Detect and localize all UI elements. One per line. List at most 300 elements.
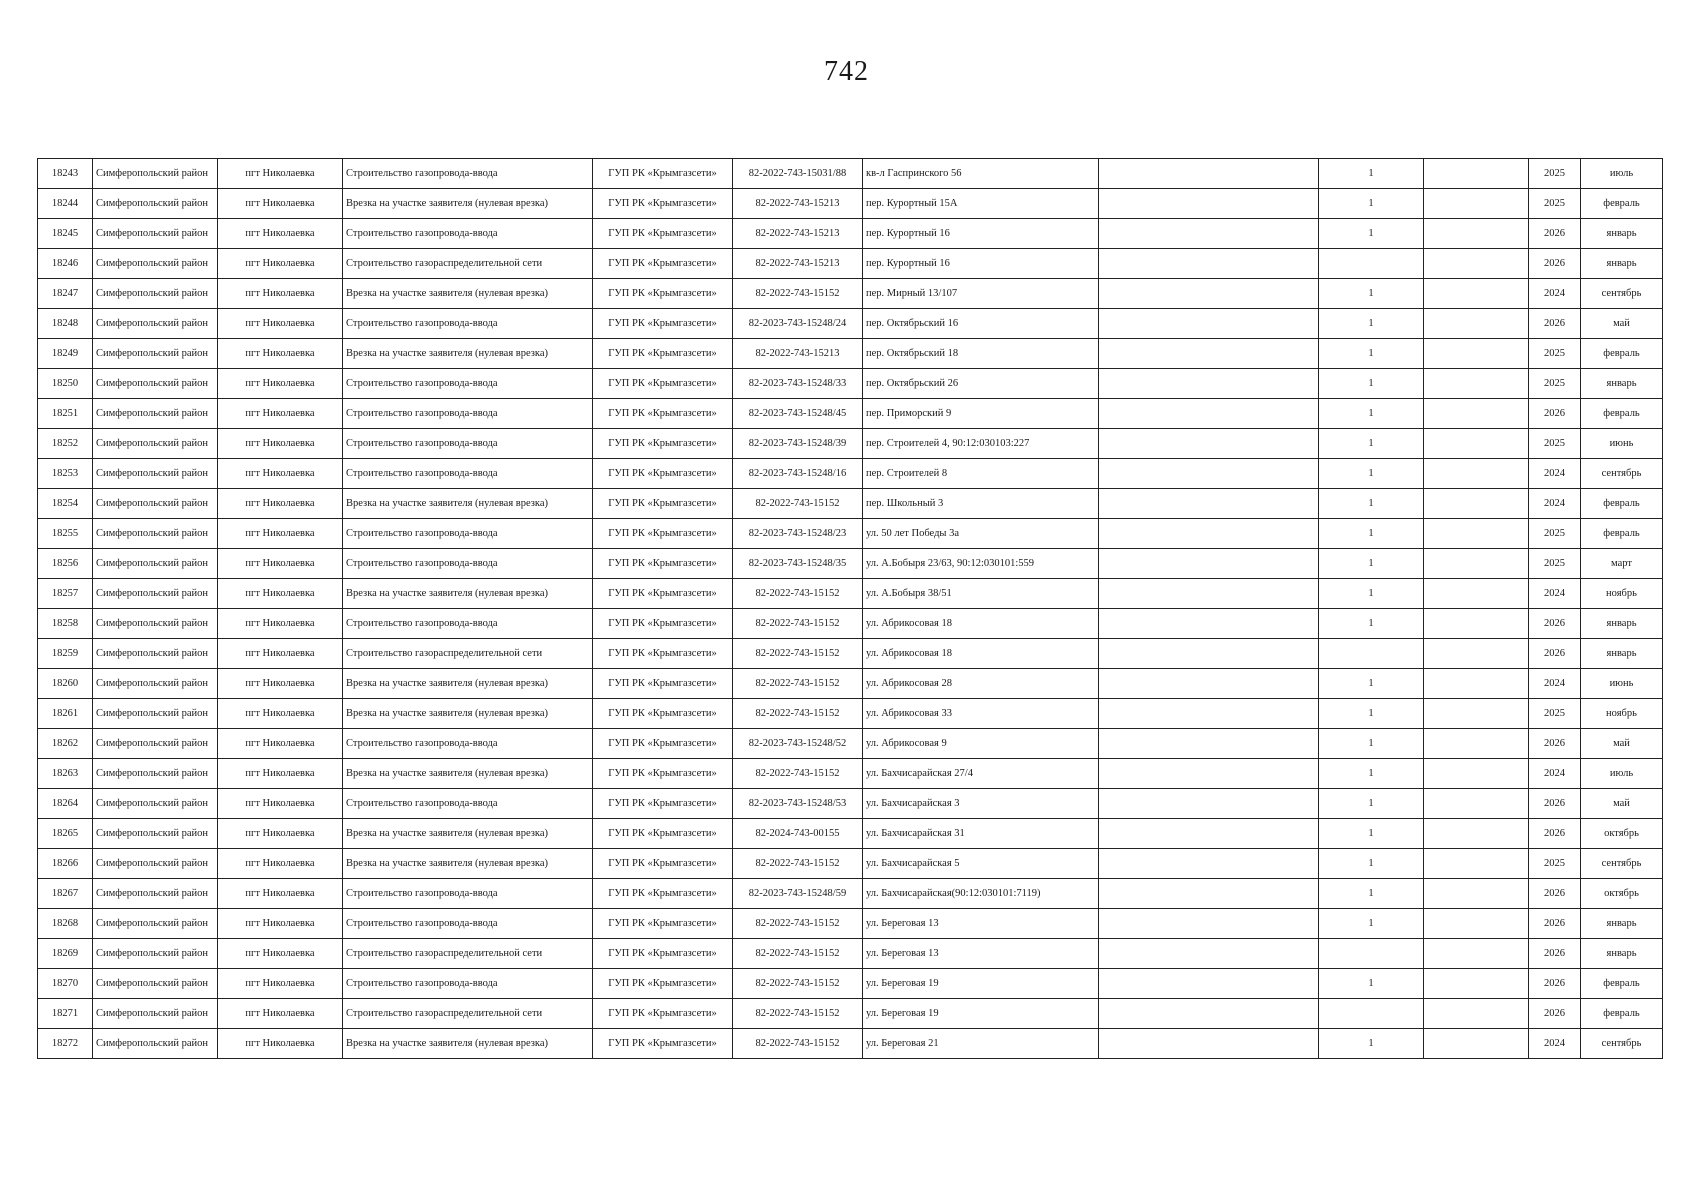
quantity-cell: 1 bbox=[1319, 459, 1424, 489]
row-number: 18249 bbox=[38, 339, 93, 369]
table-row bbox=[38, 879, 1663, 909]
quantity-cell: 1 bbox=[1319, 309, 1424, 339]
year-cell: 2024 bbox=[1529, 489, 1581, 519]
empty-cell bbox=[1099, 849, 1319, 879]
address-cell: пер. Приморский 9 bbox=[863, 399, 1099, 429]
month-cell: март bbox=[1581, 549, 1663, 579]
address-cell: пер. Курортный 15А bbox=[863, 189, 1099, 219]
empty-cell bbox=[1099, 969, 1319, 999]
district-cell: Симферопольский район bbox=[93, 969, 218, 999]
district-cell: Симферопольский район bbox=[93, 579, 218, 609]
work-type-cell: Строительство газопровода-ввода bbox=[343, 519, 593, 549]
contract-code-cell: 82-2023-743-15248/45 bbox=[733, 399, 863, 429]
contract-code-cell: 82-2022-743-15213 bbox=[733, 249, 863, 279]
work-type-cell: Строительство газопровода-ввода bbox=[343, 309, 593, 339]
empty-cell bbox=[1099, 879, 1319, 909]
empty-cell bbox=[1424, 609, 1529, 639]
contract-code-cell: 82-2023-743-15248/33 bbox=[733, 369, 863, 399]
contract-code-cell: 82-2023-743-15248/39 bbox=[733, 429, 863, 459]
year-cell: 2024 bbox=[1529, 759, 1581, 789]
work-type-cell: Строительство газораспределительной сети bbox=[343, 249, 593, 279]
contract-code-cell: 82-2022-743-15152 bbox=[733, 999, 863, 1029]
work-type-cell: Строительство газопровода-ввода bbox=[343, 399, 593, 429]
contract-code-cell: 82-2023-743-15248/24 bbox=[733, 309, 863, 339]
row-number: 18253 bbox=[38, 459, 93, 489]
district-cell: Симферопольский район bbox=[93, 159, 218, 189]
row-number: 18268 bbox=[38, 909, 93, 939]
row-number: 18255 bbox=[38, 519, 93, 549]
contract-code-cell: 82-2022-743-15152 bbox=[733, 939, 863, 969]
district-cell: Симферопольский район bbox=[93, 879, 218, 909]
empty-cell bbox=[1424, 639, 1529, 669]
settlement-cell: пгт Николаевка bbox=[218, 279, 343, 309]
year-cell: 2024 bbox=[1529, 279, 1581, 309]
year-cell: 2025 bbox=[1529, 699, 1581, 729]
district-cell: Симферопольский район bbox=[93, 729, 218, 759]
registry-body bbox=[38, 159, 1663, 1059]
empty-cell bbox=[1424, 429, 1529, 459]
address-cell: ул. Абрикосовая 28 bbox=[863, 669, 1099, 699]
work-type-cell: Строительство газораспределительной сети bbox=[343, 639, 593, 669]
contract-code-cell: 82-2023-743-15248/52 bbox=[733, 729, 863, 759]
contract-code-cell: 82-2023-743-15248/59 bbox=[733, 879, 863, 909]
year-cell: 2024 bbox=[1529, 459, 1581, 489]
empty-cell bbox=[1099, 819, 1319, 849]
empty-cell bbox=[1424, 969, 1529, 999]
month-cell: февраль bbox=[1581, 399, 1663, 429]
empty-cell bbox=[1099, 309, 1319, 339]
contract-code-cell: 82-2023-743-15248/35 bbox=[733, 549, 863, 579]
work-type-cell: Строительство газораспределительной сети bbox=[343, 939, 593, 969]
settlement-cell: пгт Николаевка bbox=[218, 819, 343, 849]
empty-cell bbox=[1099, 459, 1319, 489]
table-row bbox=[38, 459, 1663, 489]
row-number: 18258 bbox=[38, 609, 93, 639]
empty-cell bbox=[1099, 549, 1319, 579]
address-cell: ул. 50 лет Победы 3а bbox=[863, 519, 1099, 549]
address-cell: ул. А.Бобыря 23/63, 90:12:030101:559 bbox=[863, 549, 1099, 579]
work-type-cell: Врезка на участке заявителя (нулевая врезка) bbox=[343, 1029, 593, 1059]
empty-cell bbox=[1099, 759, 1319, 789]
district-cell: Симферопольский район bbox=[93, 909, 218, 939]
district-cell: Симферопольский район bbox=[93, 369, 218, 399]
organization-cell: ГУП РК «Крымгазсети» bbox=[593, 159, 733, 189]
empty-cell bbox=[1099, 249, 1319, 279]
contract-code-cell: 82-2022-743-15152 bbox=[733, 699, 863, 729]
settlement-cell: пгт Николаевка bbox=[218, 1029, 343, 1059]
district-cell: Симферопольский район bbox=[93, 399, 218, 429]
quantity-cell: 1 bbox=[1319, 819, 1424, 849]
district-cell: Симферопольский район bbox=[93, 279, 218, 309]
address-cell: ул. Бахчисарайская 31 bbox=[863, 819, 1099, 849]
quantity-cell: 1 bbox=[1319, 429, 1424, 459]
empty-cell bbox=[1099, 489, 1319, 519]
year-cell: 2026 bbox=[1529, 789, 1581, 819]
settlement-cell: пгт Николаевка bbox=[218, 369, 343, 399]
contract-code-cell: 82-2022-743-15152 bbox=[733, 1029, 863, 1059]
district-cell: Симферопольский район bbox=[93, 339, 218, 369]
month-cell: февраль bbox=[1581, 489, 1663, 519]
organization-cell: ГУП РК «Крымгазсети» bbox=[593, 519, 733, 549]
address-cell: кв-л Гаспринского 56 bbox=[863, 159, 1099, 189]
year-cell: 2025 bbox=[1529, 429, 1581, 459]
district-cell: Симферопольский район bbox=[93, 759, 218, 789]
row-number: 18272 bbox=[38, 1029, 93, 1059]
table-row bbox=[38, 549, 1663, 579]
month-cell: май bbox=[1581, 789, 1663, 819]
empty-cell bbox=[1099, 429, 1319, 459]
empty-cell bbox=[1424, 909, 1529, 939]
month-cell: сентябрь bbox=[1581, 279, 1663, 309]
work-type-cell: Врезка на участке заявителя (нулевая врезка) bbox=[343, 189, 593, 219]
settlement-cell: пгт Николаевка bbox=[218, 879, 343, 909]
month-cell: январь bbox=[1581, 219, 1663, 249]
empty-cell bbox=[1424, 669, 1529, 699]
address-cell: ул. Абрикосовая 18 bbox=[863, 609, 1099, 639]
row-number: 18251 bbox=[38, 399, 93, 429]
settlement-cell: пгт Николаевка bbox=[218, 459, 343, 489]
month-cell: ноябрь bbox=[1581, 699, 1663, 729]
month-cell: июль bbox=[1581, 159, 1663, 189]
district-cell: Симферопольский район bbox=[93, 639, 218, 669]
empty-cell bbox=[1424, 789, 1529, 819]
month-cell: февраль bbox=[1581, 519, 1663, 549]
empty-cell bbox=[1424, 999, 1529, 1029]
year-cell: 2026 bbox=[1529, 819, 1581, 849]
empty-cell bbox=[1424, 219, 1529, 249]
organization-cell: ГУП РК «Крымгазсети» bbox=[593, 489, 733, 519]
settlement-cell: пгт Николаевка bbox=[218, 909, 343, 939]
empty-cell bbox=[1424, 699, 1529, 729]
row-number: 18244 bbox=[38, 189, 93, 219]
work-type-cell: Врезка на участке заявителя (нулевая врезка) bbox=[343, 279, 593, 309]
table-row bbox=[38, 519, 1663, 549]
empty-cell bbox=[1424, 519, 1529, 549]
organization-cell: ГУП РК «Крымгазсети» bbox=[593, 369, 733, 399]
empty-cell bbox=[1424, 399, 1529, 429]
month-cell: январь bbox=[1581, 369, 1663, 399]
district-cell: Симферопольский район bbox=[93, 249, 218, 279]
empty-cell bbox=[1424, 459, 1529, 489]
row-number: 18259 bbox=[38, 639, 93, 669]
month-cell: январь bbox=[1581, 609, 1663, 639]
quantity-cell bbox=[1319, 249, 1424, 279]
work-type-cell: Строительство газопровода-ввода bbox=[343, 609, 593, 639]
year-cell: 2026 bbox=[1529, 249, 1581, 279]
table-row bbox=[38, 999, 1663, 1029]
empty-cell bbox=[1424, 759, 1529, 789]
month-cell: май bbox=[1581, 309, 1663, 339]
year-cell: 2024 bbox=[1529, 579, 1581, 609]
row-number: 18246 bbox=[38, 249, 93, 279]
address-cell: ул. Абрикосовая 33 bbox=[863, 699, 1099, 729]
month-cell: июль bbox=[1581, 759, 1663, 789]
quantity-cell: 1 bbox=[1319, 279, 1424, 309]
quantity-cell: 1 bbox=[1319, 789, 1424, 819]
address-cell: пер. Октябрьский 26 bbox=[863, 369, 1099, 399]
year-cell: 2026 bbox=[1529, 219, 1581, 249]
row-number: 18269 bbox=[38, 939, 93, 969]
table-row bbox=[38, 669, 1663, 699]
settlement-cell: пгт Николаевка bbox=[218, 219, 343, 249]
year-cell: 2025 bbox=[1529, 159, 1581, 189]
district-cell: Симферопольский район bbox=[93, 489, 218, 519]
organization-cell: ГУП РК «Крымгазсети» bbox=[593, 909, 733, 939]
work-type-cell: Строительство газопровода-ввода bbox=[343, 549, 593, 579]
settlement-cell: пгт Николаевка bbox=[218, 159, 343, 189]
settlement-cell: пгт Николаевка bbox=[218, 549, 343, 579]
quantity-cell: 1 bbox=[1319, 1029, 1424, 1059]
table-row bbox=[38, 369, 1663, 399]
row-number: 18263 bbox=[38, 759, 93, 789]
year-cell: 2025 bbox=[1529, 369, 1581, 399]
empty-cell bbox=[1424, 579, 1529, 609]
district-cell: Симферопольский район bbox=[93, 609, 218, 639]
row-number: 18257 bbox=[38, 579, 93, 609]
quantity-cell: 1 bbox=[1319, 879, 1424, 909]
empty-cell bbox=[1099, 369, 1319, 399]
empty-cell bbox=[1424, 729, 1529, 759]
month-cell: январь bbox=[1581, 939, 1663, 969]
settlement-cell: пгт Николаевка bbox=[218, 789, 343, 819]
organization-cell: ГУП РК «Крымгазсети» bbox=[593, 969, 733, 999]
work-type-cell: Врезка на участке заявителя (нулевая врезка) bbox=[343, 339, 593, 369]
contract-code-cell: 82-2022-743-15213 bbox=[733, 219, 863, 249]
empty-cell bbox=[1099, 999, 1319, 1029]
month-cell: февраль bbox=[1581, 339, 1663, 369]
quantity-cell: 1 bbox=[1319, 519, 1424, 549]
organization-cell: ГУП РК «Крымгазсети» bbox=[593, 309, 733, 339]
month-cell: январь bbox=[1581, 639, 1663, 669]
address-cell: пер. Мирный 13/107 bbox=[863, 279, 1099, 309]
row-number: 18252 bbox=[38, 429, 93, 459]
table-row bbox=[38, 159, 1663, 189]
address-cell: пер. Строителей 8 bbox=[863, 459, 1099, 489]
organization-cell: ГУП РК «Крымгазсети» bbox=[593, 819, 733, 849]
year-cell: 2024 bbox=[1529, 1029, 1581, 1059]
settlement-cell: пгт Николаевка bbox=[218, 489, 343, 519]
organization-cell: ГУП РК «Крымгазсети» bbox=[593, 459, 733, 489]
empty-cell bbox=[1424, 879, 1529, 909]
row-number: 18261 bbox=[38, 699, 93, 729]
empty-cell bbox=[1424, 939, 1529, 969]
district-cell: Симферопольский район bbox=[93, 309, 218, 339]
district-cell: Симферопольский район bbox=[93, 519, 218, 549]
year-cell: 2024 bbox=[1529, 669, 1581, 699]
work-type-cell: Врезка на участке заявителя (нулевая врезка) bbox=[343, 669, 593, 699]
address-cell: ул. Береговая 19 bbox=[863, 999, 1099, 1029]
address-cell: пер. Строителей 4, 90:12:030103:227 bbox=[863, 429, 1099, 459]
year-cell: 2025 bbox=[1529, 519, 1581, 549]
organization-cell: ГУП РК «Крымгазсети» bbox=[593, 879, 733, 909]
empty-cell bbox=[1099, 789, 1319, 819]
row-number: 18270 bbox=[38, 969, 93, 999]
month-cell: июнь bbox=[1581, 429, 1663, 459]
district-cell: Симферопольский район bbox=[93, 999, 218, 1029]
contract-code-cell: 82-2022-743-15152 bbox=[733, 969, 863, 999]
quantity-cell: 1 bbox=[1319, 549, 1424, 579]
row-number: 18262 bbox=[38, 729, 93, 759]
district-cell: Симферопольский район bbox=[93, 219, 218, 249]
work-type-cell: Строительство газопровода-ввода bbox=[343, 789, 593, 819]
organization-cell: ГУП РК «Крымгазсети» bbox=[593, 729, 733, 759]
address-cell: пер. Октябрьский 18 bbox=[863, 339, 1099, 369]
address-cell: ул. Абрикосовая 9 bbox=[863, 729, 1099, 759]
settlement-cell: пгт Николаевка bbox=[218, 249, 343, 279]
row-number: 18267 bbox=[38, 879, 93, 909]
row-number: 18250 bbox=[38, 369, 93, 399]
row-number: 18254 bbox=[38, 489, 93, 519]
contract-code-cell: 82-2022-743-15031/88 bbox=[733, 159, 863, 189]
work-type-cell: Врезка на участке заявителя (нулевая врезка) bbox=[343, 489, 593, 519]
row-number: 18248 bbox=[38, 309, 93, 339]
table-row bbox=[38, 819, 1663, 849]
work-type-cell: Строительство газопровода-ввода bbox=[343, 909, 593, 939]
contract-code-cell: 82-2023-743-15248/23 bbox=[733, 519, 863, 549]
month-cell: ноябрь bbox=[1581, 579, 1663, 609]
quantity-cell: 1 bbox=[1319, 969, 1424, 999]
month-cell: февраль bbox=[1581, 999, 1663, 1029]
district-cell: Симферопольский район bbox=[93, 1029, 218, 1059]
empty-cell bbox=[1424, 1029, 1529, 1059]
year-cell: 2026 bbox=[1529, 969, 1581, 999]
row-number: 18260 bbox=[38, 669, 93, 699]
work-type-cell: Врезка на участке заявителя (нулевая врезка) bbox=[343, 759, 593, 789]
organization-cell: ГУП РК «Крымгазсети» bbox=[593, 1029, 733, 1059]
registry-table bbox=[37, 158, 1663, 1059]
work-type-cell: Строительство газораспределительной сети bbox=[343, 999, 593, 1029]
year-cell: 2025 bbox=[1529, 189, 1581, 219]
address-cell: ул. Бахчисарайская 5 bbox=[863, 849, 1099, 879]
year-cell: 2026 bbox=[1529, 729, 1581, 759]
quantity-cell bbox=[1319, 939, 1424, 969]
year-cell: 2025 bbox=[1529, 849, 1581, 879]
district-cell: Симферопольский район bbox=[93, 849, 218, 879]
table-row bbox=[38, 399, 1663, 429]
district-cell: Симферопольский район bbox=[93, 549, 218, 579]
empty-cell bbox=[1099, 339, 1319, 369]
quantity-cell: 1 bbox=[1319, 729, 1424, 759]
organization-cell: ГУП РК «Крымгазсети» bbox=[593, 609, 733, 639]
work-type-cell: Врезка на участке заявителя (нулевая врезка) bbox=[343, 819, 593, 849]
contract-code-cell: 82-2023-743-15248/53 bbox=[733, 789, 863, 819]
table-row bbox=[38, 759, 1663, 789]
quantity-cell: 1 bbox=[1319, 699, 1424, 729]
contract-code-cell: 82-2023-743-15248/16 bbox=[733, 459, 863, 489]
organization-cell: ГУП РК «Крымгазсети» bbox=[593, 579, 733, 609]
address-cell: ул. Береговая 21 bbox=[863, 1029, 1099, 1059]
organization-cell: ГУП РК «Крымгазсети» bbox=[593, 759, 733, 789]
organization-cell: ГУП РК «Крымгазсети» bbox=[593, 939, 733, 969]
settlement-cell: пгт Николаевка bbox=[218, 699, 343, 729]
quantity-cell: 1 bbox=[1319, 399, 1424, 429]
settlement-cell: пгт Николаевка bbox=[218, 429, 343, 459]
quantity-cell bbox=[1319, 999, 1424, 1029]
district-cell: Симферопольский район bbox=[93, 789, 218, 819]
table-row bbox=[38, 219, 1663, 249]
work-type-cell: Строительство газопровода-ввода bbox=[343, 969, 593, 999]
work-type-cell: Врезка на участке заявителя (нулевая врезка) bbox=[343, 849, 593, 879]
district-cell: Симферопольский район bbox=[93, 939, 218, 969]
contract-code-cell: 82-2022-743-15152 bbox=[733, 909, 863, 939]
address-cell: ул. А.Бобыря 38/51 bbox=[863, 579, 1099, 609]
month-cell: октябрь bbox=[1581, 879, 1663, 909]
address-cell: пер. Курортный 16 bbox=[863, 219, 1099, 249]
empty-cell bbox=[1099, 609, 1319, 639]
year-cell: 2026 bbox=[1529, 609, 1581, 639]
organization-cell: ГУП РК «Крымгазсети» bbox=[593, 339, 733, 369]
empty-cell bbox=[1099, 189, 1319, 219]
year-cell: 2025 bbox=[1529, 339, 1581, 369]
row-number: 18256 bbox=[38, 549, 93, 579]
settlement-cell: пгт Николаевка bbox=[218, 999, 343, 1029]
quantity-cell: 1 bbox=[1319, 189, 1424, 219]
settlement-cell: пгт Николаевка bbox=[218, 639, 343, 669]
month-cell: январь bbox=[1581, 909, 1663, 939]
year-cell: 2026 bbox=[1529, 999, 1581, 1029]
organization-cell: ГУП РК «Крымгазсети» bbox=[593, 189, 733, 219]
district-cell: Симферопольский район bbox=[93, 819, 218, 849]
table-row bbox=[38, 849, 1663, 879]
empty-cell bbox=[1424, 339, 1529, 369]
contract-code-cell: 82-2022-743-15152 bbox=[733, 849, 863, 879]
settlement-cell: пгт Николаевка bbox=[218, 939, 343, 969]
empty-cell bbox=[1424, 159, 1529, 189]
contract-code-cell: 82-2022-743-15213 bbox=[733, 189, 863, 219]
contract-code-cell: 82-2022-743-15213 bbox=[733, 339, 863, 369]
district-cell: Симферопольский район bbox=[93, 699, 218, 729]
settlement-cell: пгт Николаевка bbox=[218, 189, 343, 219]
table-row bbox=[38, 279, 1663, 309]
settlement-cell: пгт Николаевка bbox=[218, 399, 343, 429]
contract-code-cell: 82-2022-743-15152 bbox=[733, 669, 863, 699]
contract-code-cell: 82-2022-743-15152 bbox=[733, 279, 863, 309]
work-type-cell: Строительство газопровода-ввода bbox=[343, 459, 593, 489]
quantity-cell: 1 bbox=[1319, 609, 1424, 639]
address-cell: пер. Курортный 16 bbox=[863, 249, 1099, 279]
row-number: 18247 bbox=[38, 279, 93, 309]
address-cell: пер. Школьный 3 bbox=[863, 489, 1099, 519]
empty-cell bbox=[1099, 219, 1319, 249]
settlement-cell: пгт Николаевка bbox=[218, 969, 343, 999]
year-cell: 2025 bbox=[1529, 549, 1581, 579]
row-number: 18271 bbox=[38, 999, 93, 1029]
empty-cell bbox=[1099, 909, 1319, 939]
district-cell: Симферопольский район bbox=[93, 189, 218, 219]
row-number: 18243 bbox=[38, 159, 93, 189]
quantity-cell: 1 bbox=[1319, 849, 1424, 879]
month-cell: февраль bbox=[1581, 189, 1663, 219]
district-cell: Симферопольский район bbox=[93, 429, 218, 459]
table-row bbox=[38, 639, 1663, 669]
table-row bbox=[38, 789, 1663, 819]
organization-cell: ГУП РК «Крымгазсети» bbox=[593, 669, 733, 699]
empty-cell bbox=[1099, 669, 1319, 699]
settlement-cell: пгт Николаевка bbox=[218, 849, 343, 879]
organization-cell: ГУП РК «Крымгазсети» bbox=[593, 789, 733, 819]
table-row bbox=[38, 939, 1663, 969]
address-cell: ул. Бахчисарайская 27/4 bbox=[863, 759, 1099, 789]
year-cell: 2026 bbox=[1529, 879, 1581, 909]
empty-cell bbox=[1424, 249, 1529, 279]
contract-code-cell: 82-2022-743-15152 bbox=[733, 639, 863, 669]
settlement-cell: пгт Николаевка bbox=[218, 669, 343, 699]
table-row bbox=[38, 429, 1663, 459]
quantity-cell: 1 bbox=[1319, 489, 1424, 519]
month-cell: май bbox=[1581, 729, 1663, 759]
empty-cell bbox=[1099, 939, 1319, 969]
contract-code-cell: 82-2022-743-15152 bbox=[733, 609, 863, 639]
